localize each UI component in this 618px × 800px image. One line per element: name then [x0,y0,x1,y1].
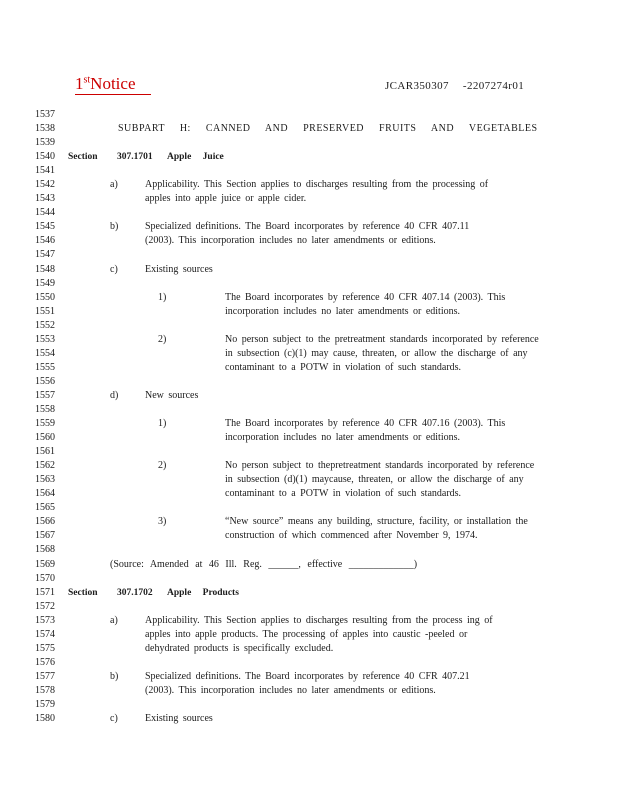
paragraph-text: incorporation includes no later amendments or editions. [225,305,460,317]
line-content [68,417,618,431]
line-number: 1561 [35,446,55,458]
list-label: a) [110,179,118,191]
list-label: c) [110,263,118,275]
list-label: a) [110,614,118,626]
line-number: 1541 [35,165,55,177]
line-content [68,361,618,375]
line-content [68,698,618,712]
document-line [0,684,618,698]
doc-code: JCAR350307 [385,80,449,92]
document-line [0,656,618,670]
paragraph-text: The Board incorporates by reference 40 CFR 407.16 (2003). This [225,418,506,430]
document-line [0,670,618,684]
document-line [0,305,618,319]
line-number: 1565 [35,502,55,514]
line-number: 1552 [35,319,55,331]
first-notice-underline [75,74,151,95]
document-line [0,248,618,262]
line-number: 1564 [35,488,55,500]
line-content [68,389,618,403]
first-notice-header [75,74,151,94]
document-line [0,136,618,150]
line-content [68,558,618,572]
paragraph-text: in subsection (d)(1) maycause, threaten, or allow the discharge of any [225,474,524,486]
document-line [0,291,618,305]
paragraph-text: “New source” means any building, structure, facility, or installation the [225,516,528,528]
document-line [0,150,618,164]
paragraph-text: Specialized definitions. The Board incorporates by reference 40 CFR 407.21 [145,670,470,682]
line-number: 1539 [35,137,55,149]
document-line [0,206,618,220]
line-content [68,473,618,487]
line-number: 1560 [35,432,55,444]
line-content [68,515,618,529]
line-content [68,572,618,586]
paragraph-text: Applicability. This Section applies to discharges resulting from the process ing of [145,614,493,626]
line-content [68,333,618,347]
line-content [68,600,618,614]
line-number: 1554 [35,347,55,359]
line-content [68,445,618,459]
list-label: b) [110,221,119,233]
document-line [0,234,618,248]
sublist-label: 3) [158,516,167,528]
line-content [68,291,618,305]
line-number: 1545 [35,221,55,233]
document-line [0,445,618,459]
line-content [68,248,618,262]
line-number: 1568 [35,544,55,556]
document-line [0,628,618,642]
line-content [68,614,618,628]
line-content [68,642,618,656]
line-content [68,178,618,192]
document-line [0,487,618,501]
paragraph-text: incorporation includes no later amendments or editions. [225,432,460,444]
sublist-label: 2) [158,333,167,345]
paragraph-text: dehydrated products is specifically excluded. [145,642,334,654]
line-content [68,319,618,333]
line-content [68,206,618,220]
document-line [0,347,618,361]
paragraph-text: contaminant to a POTW in violation of such standards. [225,361,462,373]
document-lines [0,108,618,726]
document-line [0,515,618,529]
line-number: 1579 [35,698,55,710]
line-number: 1549 [35,277,55,289]
section-word: Section [68,587,98,598]
line-content [68,628,618,642]
notice-number: 1 [75,74,84,93]
paragraph-text: Existing sources [145,263,213,275]
line-content [68,277,618,291]
document-line [0,122,618,136]
line-content [68,487,618,501]
line-number: 1574 [35,628,55,640]
line-number: 1575 [35,642,55,654]
line-number: 1563 [35,474,55,486]
line-number: 1566 [35,516,55,528]
line-number: 1542 [35,179,55,191]
line-number: 1578 [35,684,55,696]
line-content [68,543,618,557]
line-number: 1557 [35,389,55,401]
line-number: 1547 [35,249,55,261]
line-number: 1546 [35,235,55,247]
document-line [0,220,618,234]
document-line [0,501,618,515]
line-content [68,150,618,164]
paragraph-text: contaminant to a POTW in violation of such standards. [225,488,462,500]
document-line [0,277,618,291]
line-content [68,656,618,670]
sublist-label: 2) [158,460,167,472]
document-line [0,543,618,557]
line-number: 1540 [35,151,55,163]
document-line [0,642,618,656]
document-line [0,572,618,586]
paragraph-text: No person subject to the pretreatment standards incorporated by reference [225,333,539,345]
document-line [0,614,618,628]
section-title: Apple Juice [167,152,224,163]
document-line [0,417,618,431]
notice-ordinal: st [83,74,91,86]
line-content [68,375,618,389]
line-number: 1570 [35,572,55,584]
paragraph-text: (2003). This incorporation includes no later amendments or editions. [145,684,436,696]
document-line [0,600,618,614]
paragraph-text: Applicability. This Section applies to discharges resulting from the processing of [145,179,489,191]
line-number: 1538 [35,123,55,135]
line-number: 1580 [35,713,55,725]
document-line [0,698,618,712]
list-label: b) [110,670,119,682]
document-line [0,558,618,572]
line-content [68,684,618,698]
document-line [0,178,618,192]
line-content [68,305,618,319]
line-content [68,164,618,178]
section-word: Section [68,152,98,163]
line-content [68,431,618,445]
paragraph-text: The Board incorporates by reference 40 CFR 407.14 (2003). This [225,291,506,303]
document-line [0,389,618,403]
line-number: 1537 [35,109,55,120]
line-content [68,586,618,600]
paragraph-text: construction of which commenced after November 9, 1974. [225,530,478,542]
line-number: 1553 [35,333,55,345]
document-line [0,164,618,178]
line-number: 1576 [35,656,55,668]
document-line [0,361,618,375]
document-line [0,712,618,726]
line-number: 1555 [35,361,55,373]
document-line [0,403,618,417]
line-number: 1558 [35,403,55,415]
line-content [68,234,618,248]
line-number: 1569 [35,558,55,570]
line-number: 1548 [35,263,55,275]
line-content [68,403,618,417]
paragraph-text: Specialized definitions. The Board incorporates by reference 40 CFR 407.11 [145,221,470,233]
line-number: 1572 [35,600,55,612]
line-number: 1551 [35,305,55,317]
paragraph-text: apples into apple products. The processing of apples into caustic -peeled or [145,628,468,640]
document-line [0,192,618,206]
paragraph-text: in subsection (c)(1) may cause, threaten, or allow the discharge of any [225,347,528,359]
document-line [0,333,618,347]
source-note: (Source: Amended at 46 Ill. Reg. ______, effective _____________) [110,558,418,570]
paragraph-text: New sources [145,389,199,401]
line-content [68,220,618,234]
line-content [68,347,618,361]
line-content [68,108,618,122]
line-number: 1550 [35,291,55,303]
line-content [68,529,618,543]
line-number: 1562 [35,460,55,472]
line-content [68,459,618,473]
line-content [68,501,618,515]
line-content [68,192,618,206]
line-number: 1571 [35,586,55,598]
line-number: 1567 [35,530,55,542]
document-line [0,473,618,487]
line-content [68,122,618,136]
paragraph-text: apples into apple juice or apple cider. [145,193,307,205]
document-line [0,263,618,277]
section-number: 307.1702 [117,587,153,598]
document-line [0,459,618,473]
list-label: d) [110,389,119,401]
document-line [0,586,618,600]
list-label: c) [110,713,118,725]
line-number: 1556 [35,375,55,387]
document-line [0,319,618,333]
paragraph-text: No person subject to thepretreatment standards incorporated by reference [225,460,535,472]
line-number: 1559 [35,418,55,430]
subpart-heading: SUBPART H: CANNED AND PRESERVED FRUITS AND VEGETABLES [118,123,538,135]
sublist-label: 1) [158,291,167,303]
sublist-label: 1) [158,418,167,430]
document-line [0,108,618,122]
document-line [0,375,618,389]
line-content [68,712,618,726]
line-content [68,670,618,684]
notice-word: Notice [90,74,136,93]
line-number: 1543 [35,193,55,205]
line-number: 1573 [35,614,55,626]
doc-code-suffix: -2207274r01 [462,80,525,92]
document-id [385,80,524,92]
paragraph-text: (2003). This incorporation includes no later amendments or editions. [145,235,436,247]
paragraph-text: Existing sources [145,713,213,725]
line-content [68,263,618,277]
line-content [68,136,618,150]
section-title: Apple Products [167,587,239,598]
document-line [0,529,618,543]
line-number: 1577 [35,670,55,682]
document-line [0,431,618,445]
line-number: 1544 [35,207,55,219]
section-number: 307.1701 [117,152,153,163]
